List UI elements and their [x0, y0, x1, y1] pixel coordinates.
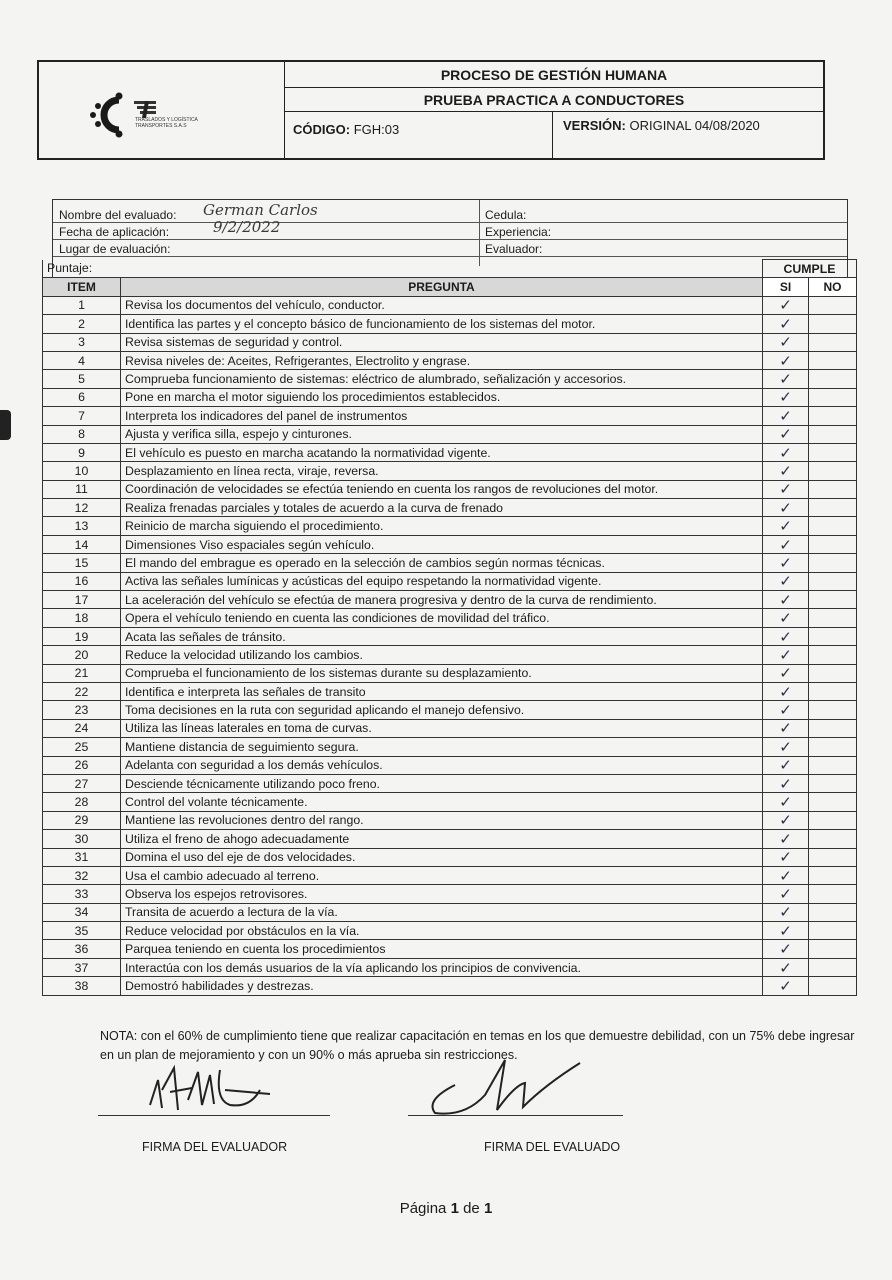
si-check-icon: ✓: [763, 572, 809, 590]
evaluado-signature-icon: [415, 1055, 595, 1120]
si-check-icon: ✓: [763, 646, 809, 664]
si-check-icon: ✓: [763, 719, 809, 737]
no-cell: [809, 885, 857, 903]
de-label: de: [463, 1200, 480, 1217]
table-row: [43, 572, 857, 590]
table-row: [43, 407, 857, 425]
si-check-icon: ✓: [763, 627, 809, 645]
item-number: 38: [43, 977, 121, 995]
no-cell: [809, 591, 857, 609]
item-number: 21: [43, 664, 121, 682]
item-number: 3: [43, 333, 121, 351]
no-cell: [809, 811, 857, 829]
table-row: [43, 315, 857, 333]
no-cell: [809, 443, 857, 461]
item-question: Realiza frenadas parciales y totales de acuerdo a la curva de frenado: [121, 499, 763, 517]
si-check-icon: ✓: [763, 315, 809, 333]
no-cell: [809, 738, 857, 756]
table-row: [43, 922, 857, 940]
item-question: Toma decisiones en la ruta con seguridad aplicando el manejo defensivo.: [121, 701, 763, 719]
item-question: Control del volante técnicamente.: [121, 793, 763, 811]
si-check-icon: ✓: [763, 425, 809, 443]
si-check-icon: ✓: [763, 885, 809, 903]
table-row: [43, 517, 857, 535]
no-cell: [809, 719, 857, 737]
table-row: [43, 830, 857, 848]
item-question: El vehículo es puesto en marcha acatando la normatividad vigente.: [121, 443, 763, 461]
item-question: Utiliza las líneas laterales en toma de curvas.: [121, 719, 763, 737]
si-check-icon: ✓: [763, 462, 809, 480]
si-check-icon: ✓: [763, 499, 809, 517]
table-row: [43, 443, 857, 461]
si-check-icon: ✓: [763, 351, 809, 369]
item-number: 22: [43, 682, 121, 700]
si-check-icon: ✓: [763, 609, 809, 627]
table-row: [43, 554, 857, 572]
info-row-nombre: [53, 201, 847, 223]
no-cell: [809, 701, 857, 719]
info-row-fecha: [53, 218, 847, 240]
no-cell: [809, 315, 857, 333]
item-question: Domina el uso del eje de dos velocidades.: [121, 848, 763, 866]
logo-text-line-2: TRANSPORTES S.A.S: [135, 123, 187, 129]
table-row: [43, 885, 857, 903]
no-cell: [809, 572, 857, 590]
item-number: 26: [43, 756, 121, 774]
si-check-icon: ✓: [763, 480, 809, 498]
si-check-icon: ✓: [763, 793, 809, 811]
item-number: 20: [43, 646, 121, 664]
table-row: [43, 609, 857, 627]
pagina-label: Página: [399, 1200, 447, 1217]
no-cell: [809, 646, 857, 664]
item-question: Interpreta los indicadores del panel de instrumentos: [121, 407, 763, 425]
table-row: [43, 388, 857, 406]
table-row: [43, 499, 857, 517]
table-row: [43, 958, 857, 976]
item-question: La aceleración del vehículo se efectúa de manera progresiva y dentro de la curva de rendimiento.: [121, 591, 763, 609]
version-label: VERSIÓN:: [563, 118, 626, 133]
version-value: ORIGINAL 04/08/2020: [629, 118, 760, 133]
nombre-value: German Carlos: [203, 201, 318, 219]
item-question: Desplazamiento en línea recta, viraje, reversa.: [121, 462, 763, 480]
item-number: 18: [43, 609, 121, 627]
item-question: Observa los espejos retrovisores.: [121, 885, 763, 903]
table-row: [43, 774, 857, 792]
item-number: 32: [43, 866, 121, 884]
no-cell: [809, 977, 857, 995]
table-row: [43, 682, 857, 700]
item-question: Demostró habilidades y destrezas.: [121, 977, 763, 995]
table-row: [43, 296, 857, 314]
table-header-row: [43, 278, 857, 296]
evaluador-signature-icon: [140, 1060, 280, 1120]
item-number: 8: [43, 425, 121, 443]
item-question: Revisa niveles de: Aceites, Refrigerantes, Electrolito y engrase.: [121, 351, 763, 369]
item-number: 34: [43, 903, 121, 921]
si-check-icon: ✓: [763, 682, 809, 700]
table-row: [43, 627, 857, 645]
item-number: 35: [43, 922, 121, 940]
scan-edge-mark: [0, 410, 11, 440]
si-check-icon: ✓: [763, 443, 809, 461]
page-total: 1: [483, 1200, 493, 1217]
evaluador-signature-label: FIRMA DEL EVALUADOR: [142, 1140, 288, 1154]
no-cell: [809, 517, 857, 535]
code-value: FGH:03: [353, 122, 400, 137]
no-cell: [809, 480, 857, 498]
no-cell: [809, 388, 857, 406]
si-check-icon: ✓: [763, 664, 809, 682]
item-number: 28: [43, 793, 121, 811]
page-current: 1: [450, 1200, 459, 1217]
item-number: 9: [43, 443, 121, 461]
table-row: [43, 793, 857, 811]
code-label: CÓDIGO:: [293, 122, 351, 137]
table-row: [43, 370, 857, 388]
puntaje-row: [43, 260, 857, 278]
no-cell: [809, 664, 857, 682]
item-number: 10: [43, 462, 121, 480]
fecha-value: 9/2/2022: [213, 218, 281, 236]
no-cell: [809, 499, 857, 517]
cedula-label: Cedula:: [485, 208, 527, 222]
table-row: [43, 462, 857, 480]
item-number: 7: [43, 407, 121, 425]
info-row-lugar: [53, 240, 847, 257]
no-cell: [809, 407, 857, 425]
fecha-label: Fecha de aplicación:: [59, 225, 170, 239]
table-row: [43, 848, 857, 866]
item-question: El mando del embrague es operado en la selección de cambios según normas técnicas.: [121, 554, 763, 572]
table-row: [43, 701, 857, 719]
item-number: 13: [43, 517, 121, 535]
si-check-icon: ✓: [763, 554, 809, 572]
si-check-icon: ✓: [763, 848, 809, 866]
item-number: 5: [43, 370, 121, 388]
si-check-icon: ✓: [763, 958, 809, 976]
experiencia-label: Experiencia:: [485, 225, 552, 239]
item-question: Identifica e interpreta las señales de transito: [121, 682, 763, 700]
no-cell: [809, 756, 857, 774]
item-number: 33: [43, 885, 121, 903]
item-number: 37: [43, 958, 121, 976]
nota-text: NOTA: con el 60% de cumplimiento tiene que realizar capacitación en temas en los que demuestre debilidad, con un 75% debe ingresar en un plan de mejoramiento y con un 90% o más aprueba sin restricciones.: [100, 1029, 855, 1062]
logo-text-line-1: TRASLADOS Y LOGÍSTICA: [135, 117, 198, 123]
si-check-icon: ✓: [763, 866, 809, 884]
item-number: 15: [43, 554, 121, 572]
item-question: Reinicio de marcha siguiendo el procedimiento.: [121, 517, 763, 535]
item-question: Utiliza el freno de ahogo adecuadamente: [121, 830, 763, 848]
item-question: Comprueba funcionamiento de sistemas: eléctrico de alumbrado, señalización y accesorios.: [121, 370, 763, 388]
si-header: SI: [763, 278, 809, 296]
si-check-icon: ✓: [763, 811, 809, 829]
table-row: [43, 646, 857, 664]
no-cell: [809, 554, 857, 572]
si-check-icon: ✓: [763, 388, 809, 406]
item-number: 36: [43, 940, 121, 958]
item-number: 19: [43, 627, 121, 645]
item-question: Revisa los documentos del vehículo, conductor.: [121, 296, 763, 314]
no-cell: [809, 940, 857, 958]
item-number: 14: [43, 535, 121, 553]
nombre-label: Nombre del evaluado:: [59, 208, 177, 222]
logo-text: [135, 117, 198, 129]
si-check-icon: ✓: [763, 591, 809, 609]
item-question: Parquea teniendo en cuenta los procedimientos: [121, 940, 763, 958]
evaluado-signature-label: FIRMA DEL EVALUADO: [484, 1140, 621, 1154]
item-number: 12: [43, 499, 121, 517]
pregunta-header: PREGUNTA: [121, 278, 763, 296]
evaluation-table: [42, 259, 857, 996]
item-question: Desciende técnicamente utilizando poco freno.: [121, 774, 763, 792]
si-check-icon: ✓: [763, 977, 809, 995]
item-question: Adelanta con seguridad a los demás vehículos.: [121, 756, 763, 774]
code-cell: [285, 112, 553, 158]
no-cell: [809, 296, 857, 314]
table-row: [43, 811, 857, 829]
item-number: 17: [43, 591, 121, 609]
item-number: 24: [43, 719, 121, 737]
version-cell: [553, 112, 823, 158]
no-cell: [809, 333, 857, 351]
si-check-icon: ✓: [763, 830, 809, 848]
si-check-icon: ✓: [763, 756, 809, 774]
puntaje-cell: [43, 260, 763, 278]
si-check-icon: ✓: [763, 774, 809, 792]
table-row: [43, 351, 857, 369]
no-cell: [809, 627, 857, 645]
item-number: 11: [43, 480, 121, 498]
item-number: 2: [43, 315, 121, 333]
no-cell: [809, 370, 857, 388]
no-cell: [809, 903, 857, 921]
item-number: 16: [43, 572, 121, 590]
si-check-icon: ✓: [763, 333, 809, 351]
table-row: [43, 940, 857, 958]
si-check-icon: ✓: [763, 296, 809, 314]
item-question: Ajusta y verifica silla, espejo y cinturones.: [121, 425, 763, 443]
cumple-header: CUMPLE: [763, 260, 857, 278]
item-question: Usa el cambio adecuado al terreno.: [121, 866, 763, 884]
si-check-icon: ✓: [763, 738, 809, 756]
item-question: Opera el vehículo teniendo en cuenta las condiciones de movilidad del tráfico.: [121, 609, 763, 627]
item-question: Reduce la velocidad utilizando los cambios.: [121, 646, 763, 664]
no-cell: [809, 774, 857, 792]
no-cell: [809, 958, 857, 976]
item-question: Dimensiones Viso espaciales según vehículo.: [121, 535, 763, 553]
item-number: 4: [43, 351, 121, 369]
no-header: NO: [809, 278, 857, 296]
table-row: [43, 756, 857, 774]
item-question: Activa las señales lumínicas y acústicas del equipo respetando la normatividad vigente.: [121, 572, 763, 590]
no-cell: [809, 866, 857, 884]
item-header: ITEM: [43, 278, 121, 296]
si-check-icon: ✓: [763, 517, 809, 535]
table-row: [43, 480, 857, 498]
table-row: [43, 903, 857, 921]
si-check-icon: ✓: [763, 407, 809, 425]
item-question: Acata las señales de tránsito.: [121, 627, 763, 645]
no-cell: [809, 462, 857, 480]
item-number: 31: [43, 848, 121, 866]
item-number: 25: [43, 738, 121, 756]
item-number: 29: [43, 811, 121, 829]
evaluador-signature-line: [98, 1115, 330, 1116]
si-check-icon: ✓: [763, 922, 809, 940]
table-row: [43, 866, 857, 884]
no-cell: [809, 830, 857, 848]
table-row: [43, 664, 857, 682]
no-cell: [809, 793, 857, 811]
item-number: 27: [43, 774, 121, 792]
table-row: [43, 591, 857, 609]
item-question: Revisa sistemas de seguridad y control.: [121, 333, 763, 351]
item-number: 23: [43, 701, 121, 719]
item-question: Identifica las partes y el concepto básico de funcionamiento de los sistemas del motor.: [121, 315, 763, 333]
item-question: Coordinación de velocidades se efectúa teniendo en cuenta los rangos de revoluciones del motor.: [121, 480, 763, 498]
table-row: [43, 738, 857, 756]
no-cell: [809, 425, 857, 443]
document-header: [37, 60, 825, 160]
si-check-icon: ✓: [763, 903, 809, 921]
si-check-icon: ✓: [763, 370, 809, 388]
si-check-icon: ✓: [763, 701, 809, 719]
item-number: 1: [43, 296, 121, 314]
evaluador-label: Evaluador:: [485, 242, 543, 256]
si-check-icon: ✓: [763, 940, 809, 958]
table-row: [43, 719, 857, 737]
table-row: [43, 333, 857, 351]
table-row: [43, 425, 857, 443]
test-title: PRUEBA PRACTICA A CONDUCTORES: [285, 88, 823, 112]
item-question: Reduce velocidad por obstáculos en la vía.: [121, 922, 763, 940]
item-question: Pone en marcha el motor siguiendo los procedimientos establecidos.: [121, 388, 763, 406]
si-check-icon: ✓: [763, 535, 809, 553]
no-cell: [809, 922, 857, 940]
puntaje-label: Puntaje:: [47, 261, 93, 276]
table-row: [43, 977, 857, 995]
no-cell: [809, 535, 857, 553]
no-cell: [809, 848, 857, 866]
item-number: 6: [43, 388, 121, 406]
item-question: Transita de acuerdo a lectura de la vía.: [121, 903, 763, 921]
evaluado-signature-line: [408, 1115, 623, 1116]
process-title: PROCESO DE GESTIÓN HUMANA: [285, 62, 823, 88]
item-question: Interactúa con los demás usuarios de la vía aplicando los principios de convivencia.: [121, 958, 763, 976]
company-logo-icon: [89, 90, 159, 140]
no-cell: [809, 682, 857, 700]
item-question: Mantiene distancia de seguimiento segura.: [121, 738, 763, 756]
table-row: [43, 535, 857, 553]
item-question: Comprueba el funcionamiento de los sistemas durante su desplazamiento.: [121, 664, 763, 682]
lugar-label: Lugar de evaluación:: [59, 242, 171, 256]
no-cell: [809, 351, 857, 369]
page-number: [0, 1200, 892, 1217]
logo-cell: [39, 62, 285, 158]
item-number: 30: [43, 830, 121, 848]
no-cell: [809, 609, 857, 627]
item-question: Mantiene las revoluciones dentro del rango.: [121, 811, 763, 829]
